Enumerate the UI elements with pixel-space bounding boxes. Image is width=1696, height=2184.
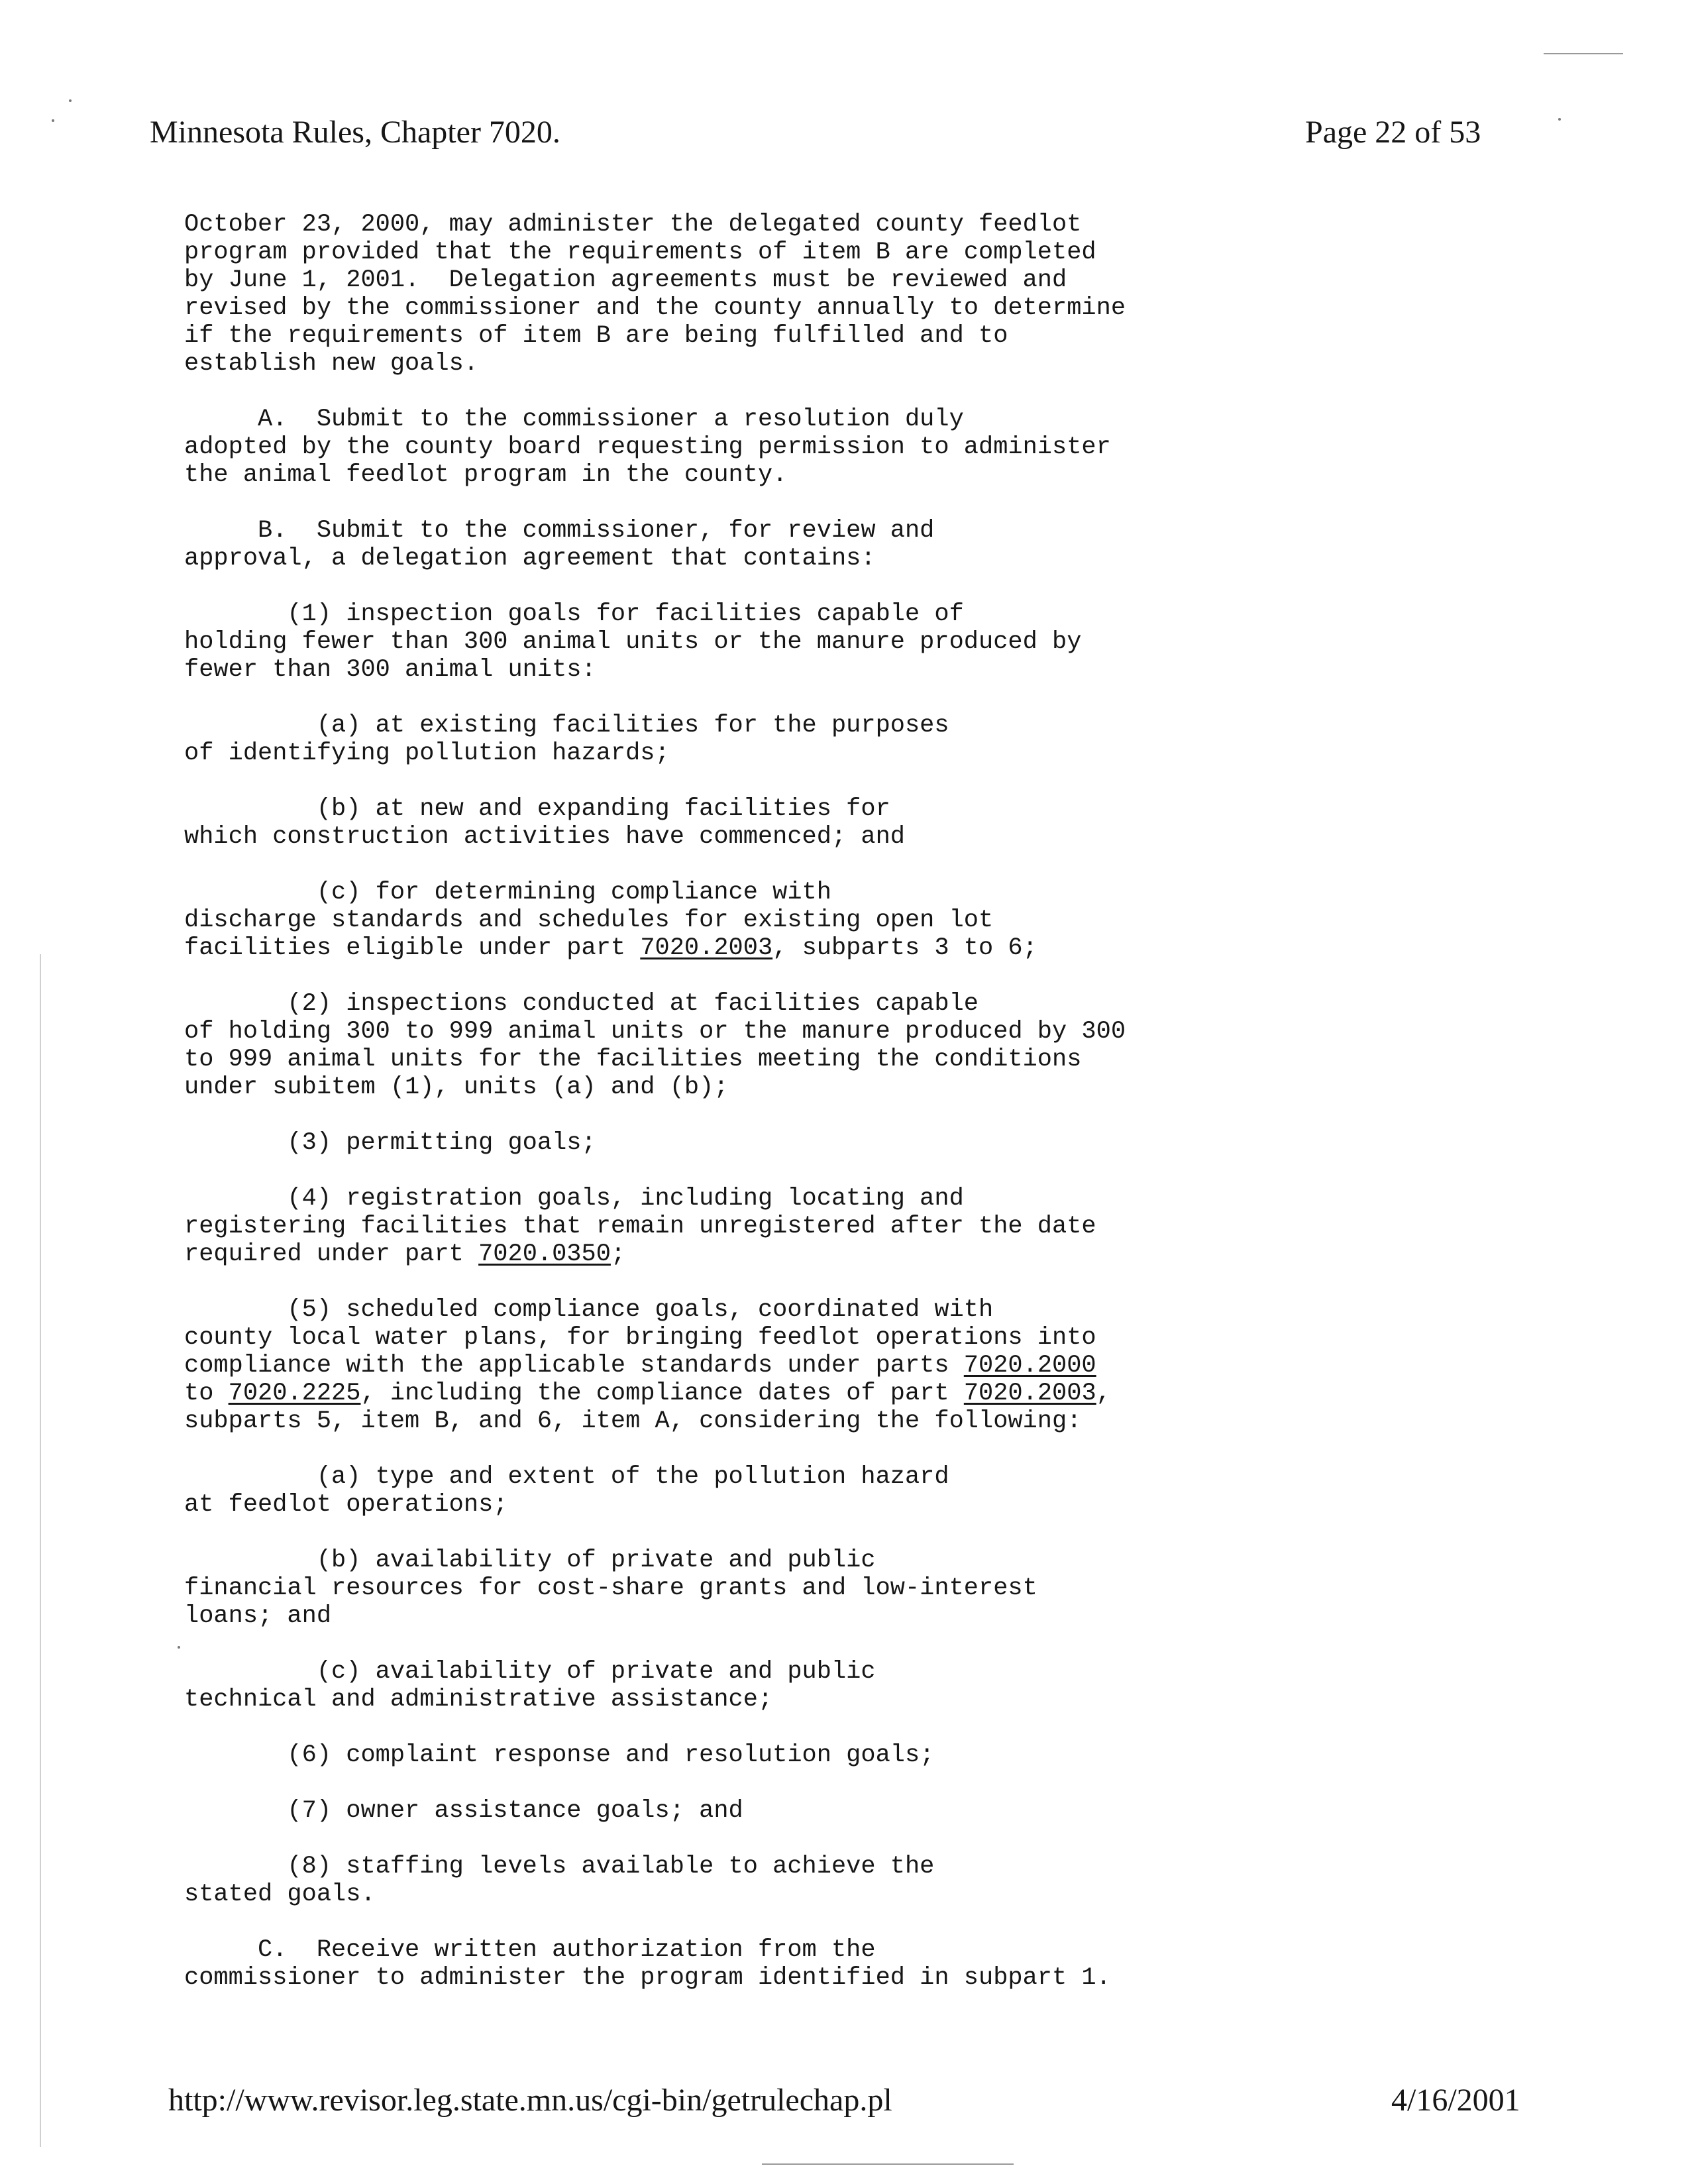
rule-paragraph [184, 1463, 1244, 1519]
text-segment: under subitem (1), units (a) and (b); [184, 1073, 729, 1101]
text-line [184, 600, 1244, 628]
text-segment: (b) availability of private and public [184, 1547, 876, 1574]
scan-artifact-dot [52, 119, 54, 122]
text-segment: October 23, 2000, may administer the delegated county feedlot [184, 211, 1082, 239]
text-segment: (4) registration goals, including locating and [184, 1185, 964, 1213]
text-line [184, 934, 1244, 962]
text-segment: to [184, 1380, 229, 1407]
text-segment: (c) for determining compliance with [184, 879, 831, 906]
text-line [184, 656, 1244, 684]
text-line [184, 406, 1244, 433]
text-line [184, 795, 1244, 823]
text-line [184, 294, 1244, 322]
text-line [184, 1547, 1244, 1574]
text-segment: of identifying pollution hazards; [184, 739, 670, 767]
text-line [184, 1853, 1244, 1881]
text-segment: (2) inspections conducted at facilities capable [184, 990, 979, 1018]
rule-paragraph [184, 211, 1244, 378]
text-segment: required under part [184, 1240, 479, 1268]
text-line [184, 823, 1244, 851]
scan-artifact-dot [69, 99, 72, 102]
text-line [184, 517, 1244, 545]
text-segment: (8) staffing levels available to achieve the [184, 1853, 935, 1881]
text-line [184, 1964, 1244, 1992]
text-segment: (3) permitting goals; [184, 1129, 596, 1157]
rule-paragraph [184, 795, 1244, 851]
scan-artifact-line [762, 2163, 1014, 2165]
rule-paragraph [184, 1853, 1244, 1908]
text-segment: loans; and [184, 1602, 332, 1630]
text-segment: stated goals. [184, 1881, 376, 1908]
text-segment: commissioner to administer the program identified in subpart 1. [184, 1964, 1111, 1992]
text-line [184, 739, 1244, 767]
rule-text-body [184, 211, 1244, 1992]
text-line [184, 1797, 1244, 1825]
text-line [184, 1324, 1244, 1352]
text-segment: county local water plans, for bringing feedlot operations into [184, 1324, 1096, 1352]
text-line [184, 239, 1244, 266]
text-line [184, 990, 1244, 1018]
footer-url: http://www.revisor.leg.state.mn.us/cgi-bin/getrulechap.pl [168, 2083, 892, 2118]
text-segment: technical and administrative assistance; [184, 1686, 773, 1714]
text-line [184, 350, 1244, 378]
scan-artifact-dot [1558, 118, 1561, 121]
text-line [184, 545, 1244, 573]
text-segment: which construction activities have commenced; and [184, 823, 905, 851]
rule-paragraph [184, 879, 1244, 962]
rule-paragraph [184, 1741, 1244, 1769]
text-line [184, 628, 1244, 656]
text-segment: if the requirements of item B are being fulfilled and to [184, 322, 1008, 350]
text-line [184, 1602, 1244, 1630]
text-segment: (a) at existing facilities for the purposes [184, 712, 949, 739]
rule-paragraph [184, 406, 1244, 489]
text-line [184, 1881, 1244, 1908]
rule-part-link[interactable]: 7020.2000 [963, 1352, 1096, 1380]
text-line [184, 1741, 1244, 1769]
text-segment: adopted by the county board requesting permission to administer [184, 433, 1111, 461]
text-segment: to 999 animal units for the facilities meeting the conditions [184, 1046, 1082, 1073]
text-segment: , subparts 3 to 6; [772, 934, 1037, 962]
text-line [184, 1185, 1244, 1213]
text-line [184, 1658, 1244, 1686]
rule-paragraph [184, 1658, 1244, 1714]
rule-paragraph [184, 1797, 1244, 1825]
rule-paragraph [184, 517, 1244, 573]
text-line [184, 1213, 1244, 1240]
text-line [184, 1380, 1244, 1407]
text-line [184, 211, 1244, 239]
text-segment: compliance with the applicable standards under parts [184, 1352, 964, 1380]
rule-paragraph [184, 1185, 1244, 1268]
text-line [184, 1240, 1244, 1268]
text-line [184, 712, 1244, 739]
text-segment: facilities eligible under part [184, 934, 641, 962]
text-line [184, 322, 1244, 350]
text-line [184, 1352, 1244, 1380]
text-line [184, 1491, 1244, 1519]
text-segment: A. Submit to the commissioner a resolution duly [184, 406, 964, 433]
text-segment: at feedlot operations; [184, 1491, 508, 1519]
rule-paragraph [184, 1936, 1244, 1992]
text-line [184, 879, 1244, 906]
text-segment: approval, a delegation agreement that contains: [184, 545, 876, 573]
text-segment: subparts 5, item B, and 6, item A, considering the following: [184, 1407, 1082, 1435]
text-segment: establish new goals. [184, 350, 479, 378]
text-segment: (1) inspection goals for facilities capable of [184, 600, 964, 628]
text-line [184, 1686, 1244, 1714]
rule-part-link[interactable]: 7020.2003 [640, 934, 773, 962]
header-document-title: Minnesota Rules, Chapter 7020. [150, 115, 560, 150]
text-line [184, 1407, 1244, 1435]
text-line [184, 1129, 1244, 1157]
text-segment: by June 1, 2001. Delegation agreements must be reviewed and [184, 266, 1067, 294]
rule-paragraph [184, 1296, 1244, 1435]
text-segment: program provided that the requirements of item B are completed [184, 239, 1096, 266]
text-segment: fewer than 300 animal units: [184, 656, 596, 684]
scan-artifact-line [40, 954, 41, 2147]
footer-date: 4/16/2001 [1391, 2083, 1520, 2118]
text-segment: holding fewer than 300 animal units or the manure produced by [184, 628, 1082, 656]
rule-paragraph [184, 1547, 1244, 1630]
text-segment: ; [610, 1240, 626, 1268]
scan-artifact-line [1544, 53, 1623, 54]
text-segment: (6) complaint response and resolution goals; [184, 1741, 935, 1769]
header-page-number: Page 22 of 53 [1305, 115, 1481, 150]
text-line [184, 906, 1244, 934]
text-segment: of holding 300 to 999 animal units or the manure produced by 300 [184, 1018, 1126, 1046]
text-line [184, 1073, 1244, 1101]
text-line [184, 266, 1244, 294]
text-segment: registering facilities that remain unregistered after the date [184, 1213, 1096, 1240]
rule-part-link[interactable]: 7020.0350 [478, 1240, 611, 1268]
text-line [184, 461, 1244, 489]
text-segment: the animal feedlot program in the county. [184, 461, 788, 489]
rule-paragraph [184, 990, 1244, 1101]
rule-part-link[interactable]: 7020.2003 [963, 1380, 1096, 1407]
rule-part-link[interactable]: 7020.2225 [228, 1380, 361, 1407]
text-segment: (a) type and extent of the pollution hazard [184, 1463, 949, 1491]
text-segment: revised by the commissioner and the county annually to determine [184, 294, 1126, 322]
text-segment: , including the compliance dates of part [360, 1380, 964, 1407]
text-line [184, 1018, 1244, 1046]
text-segment: discharge standards and schedules for existing open lot [184, 906, 994, 934]
text-segment: , [1096, 1380, 1111, 1407]
rule-paragraph [184, 600, 1244, 684]
text-line [184, 1574, 1244, 1602]
text-segment: B. Submit to the commissioner, for review and [184, 517, 935, 545]
rule-paragraph [184, 712, 1244, 767]
text-segment: (b) at new and expanding facilities for [184, 795, 890, 823]
text-line [184, 1936, 1244, 1964]
text-segment: C. Receive written authorization from the [184, 1936, 876, 1964]
text-segment: financial resources for cost-share grants and low-interest [184, 1574, 1037, 1602]
text-segment: (c) availability of private and public [184, 1658, 876, 1686]
text-line [184, 1463, 1244, 1491]
text-line [184, 1046, 1244, 1073]
text-line [184, 433, 1244, 461]
scan-artifact-dot [178, 1646, 180, 1649]
text-line [184, 1296, 1244, 1324]
rule-paragraph [184, 1129, 1244, 1157]
text-segment: (7) owner assistance goals; and [184, 1797, 743, 1825]
text-segment: (5) scheduled compliance goals, coordinated with [184, 1296, 994, 1324]
